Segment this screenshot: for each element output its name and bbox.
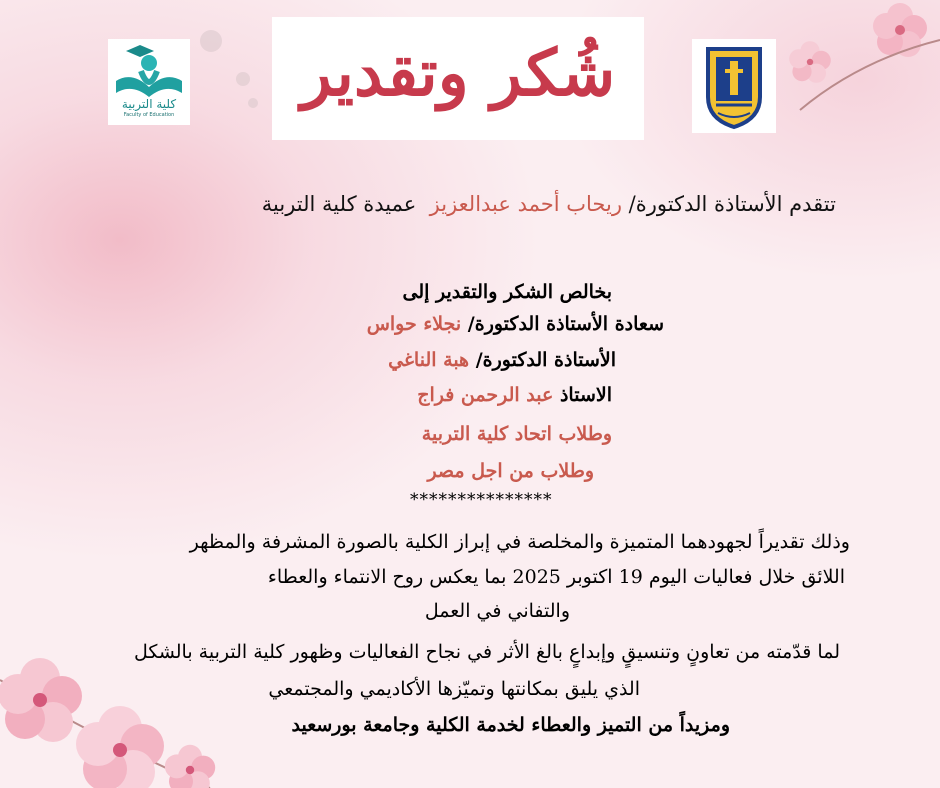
thanks-line-1-prefix: سعادة الأستاذة الدكتورة/ [467,313,664,335]
open-book-graduate-icon [108,41,190,101]
thanks-line-3 [417,384,612,406]
decor-spot [200,30,222,52]
body-line-4: لما قدّمته من تعاونٍ وتنسيقٍ وإبداعٍ بالغ الأثر في نجاح الفعاليات وظهور كلية التربية بالشكل [133,641,840,663]
blossom-top-right-icon [780,0,940,120]
thanks-line-1-name: نجلاء حواس [366,313,462,335]
thanks-line-2-name: هبة الناغي [388,349,470,371]
banner-title: شُكر وتقدير [300,36,616,111]
body-line-2: اللائق خلال فعاليات اليوم 19 اكتوبر 2025 بما يعكس روح الانتماء والعطاء [267,566,845,588]
body-line-1: وذلك تقديراً لجهودهما المتميزة والمخلصة في إبراز الكلية بالصورة المشرفة والمظهر [189,531,850,553]
thanks-line-3-name: عبد الرحمن فراج [417,384,554,406]
dean-name: ريحاب أحمد عبدالعزيز [429,192,622,216]
body-line-5: الذي يليق بمكانتها وتميّزها الأكاديمي والمجتمعي [268,678,640,700]
body-line-6: ومزيداً من التميز والعطاء لخدمة الكلية وجامعة بورسعيد [291,714,730,736]
thanks-line-4: وطلاب اتحاد كلية التربية [421,423,612,445]
decor-spot [236,72,250,86]
education-logo-caption-en: Faculty of Education [123,112,175,118]
thanks-line-5: وطلاب من اجل مصر [427,460,594,482]
separator: *************** [410,490,553,510]
decor-spot [248,98,258,108]
university-shield-icon [692,39,776,133]
body-line-3: والتفاني في العمل [424,600,570,622]
thanks-line-2 [388,349,616,371]
faculty-of-education-logo [108,39,190,125]
port-said-university-logo [692,39,776,133]
thanks-line-1 [367,313,664,335]
intro-suffix: عميدة كلية التربية [261,192,417,216]
intro-line [262,192,836,216]
education-logo-caption: كلية التربية [121,97,177,111]
title-banner [272,17,644,140]
thanks-line-3-prefix: الاستاذ [559,384,612,406]
intro-prefix: تتقدم الأستاذة الدكتورة/ [628,192,836,216]
thanks-heading: بخالص الشكر والتقدير إلى [402,281,612,303]
thanks-line-2-prefix: الأستاذة الدكتورة/ [475,349,616,371]
